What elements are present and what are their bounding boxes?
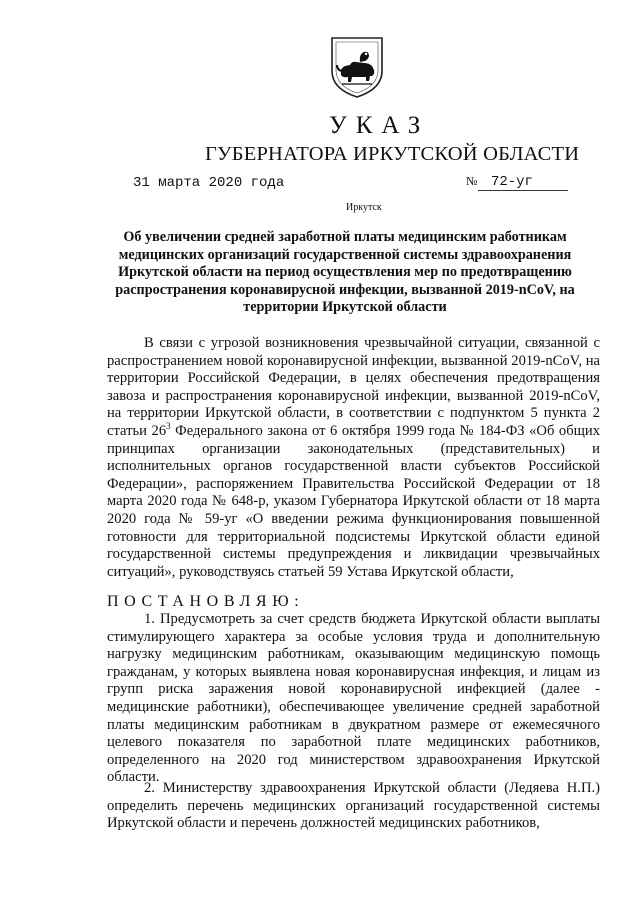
decree-heading: Об увеличении средней заработной платы медицинским работникам медицинских организаций государственной системы здравоохранения Иркутской области на период осуществления мер по предотвращению распространения коронавирусной инфекции, вызванной 2019-nCoV, на территории Иркутской области — [115, 229, 575, 315]
item-2-paragraph — [107, 780, 600, 833]
item-1-text: 1. Предусмотреть за счет средств бюджета Иркутской области выплаты стимулирующего характера за особые условия труда и дополнительную нагрузку медицинским работникам, оказывающим медицинскую помощь гражданам, у которых выявлена новая коронавирусная инфекция, и лицам из групп риска заражения новой коронавирусной инфекцией (далее - медицинские работники), обеспечивающее увеличение средней заработной платы медицинским работникам в двукратном размере от ежемесячного целевого показателя по заработной плате медицинских работников, определенного на 2020 год министерством здравоохранения Иркутской области. — [107, 611, 600, 786]
preamble-text-a: В связи с угрозой возникновения чрезвычайной ситуации, связанной с распространением новой коронавирусной инфекции, вызванной 2019-nCoV, на территории Российской Федерации, в целях обеспечения предотвращения завоза и распространения коронавирусной инфекции, вызванной 2019-nCoV, на территории Иркутской области, в соответствии с подпунктом 5 пункта 2 статьи 26 — [107, 335, 600, 439]
item-2-text: 2. Министерству здравоохранения Иркутской области (Ледяева Н.П.) определить перечень медицинских организаций государственной системы Иркутской области и перечень должностей медицинских работников, — [107, 780, 600, 832]
document-type: УКАЗ — [329, 112, 430, 139]
irkutsk-coat-of-arms-icon — [328, 35, 386, 99]
number-value: 72-уг — [490, 174, 533, 190]
preamble-text-b: Федерального закона от 6 октября 1999 года № 184-ФЗ «Об общих принципах организации законодательных (представительных) и исполнительных органов государственной власти субъектов Российской Федерации», распоряжением Правительства Российской Федерации от 18 марта 2020 года № 648-р, указом Губернатора Иркутской области от 18 марта 2020 года № 59-уг «О введении режима функционирования повышенной готовности для территориальной подсистемы Иркутской области единой государственной системы предупреждения и ликвидации чрезвычайных ситуаций», руководствуясь статьей 59 Устава Иркутской области, — [107, 422, 600, 580]
decree-date: 31 марта 2020 года — [133, 175, 285, 191]
item-1-paragraph — [107, 611, 600, 787]
article-superscript: 3 — [166, 421, 171, 432]
decree-number — [466, 174, 533, 190]
number-underline — [478, 190, 568, 191]
preamble-paragraph — [107, 335, 600, 581]
number-sign: № — [466, 174, 478, 188]
decree-word: ПОСТАНОВЛЯЮ: — [107, 593, 305, 610]
issuer: ГУБЕРНАТОРА ИРКУТСКОЙ ОБЛАСТИ — [205, 143, 580, 165]
city: Иркутск — [346, 202, 382, 213]
